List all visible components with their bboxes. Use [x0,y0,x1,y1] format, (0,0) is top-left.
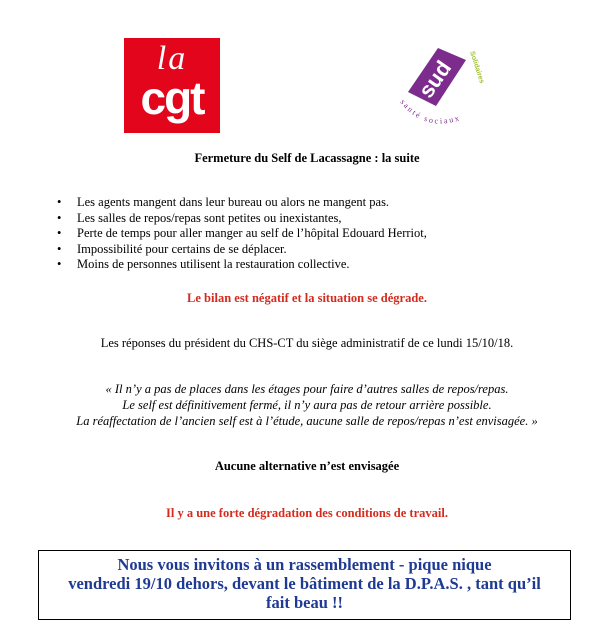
invitation-line: fait beau !! [266,593,343,612]
list-item [57,211,427,227]
bullet-marker: • [57,210,62,225]
sud-logo-graphic [388,40,488,135]
bullet-marker: • [57,257,62,271]
bullet-marker: • [57,226,62,240]
cgt-logo [124,38,220,133]
list-item-text: Perte de temps pour aller manger au self de l’hôpital Edouard Herriot, [77,226,427,240]
sud-logo-main-text: sud [413,55,457,103]
list-item-text: Les agents mangent dans leur bureau ou alors ne mangent pas. [77,195,390,209]
cgt-logo-main-text: cgt [140,72,204,124]
list-item-text: Impossibilité pour certains de se déplacer. [77,241,287,256]
list-item [57,257,427,273]
list-item [57,242,427,258]
list-item-text: Moins de personnes utilisent la restauration collective. [77,257,350,271]
invitation-line: vendredi 19/10 dehors, devant le bâtiment de la D.P.A.S. , tant qu’il [68,574,541,593]
reponses-paragraph: Les réponses du président du CHS-CT du siège administratif de ce lundi 15/10/18. [100,336,514,350]
no-alternative-statement: Aucune alternative n’est envisagée [214,459,400,473]
list-item [57,226,427,242]
degradation-statement: Il y a une forte dégradation des conditions de travail. [166,506,448,520]
bullet-list [57,195,427,273]
invitation-line: Nous vous invitons à un rassemblement - pique nique [117,555,492,574]
sud-logo-arc-text: santé sociaux [398,97,462,126]
list-item-text: Les salles de repos/repas sont petites ou inexistantes, [77,210,342,225]
bilan-statement: Le bilan est négatif et la situation se dégrade. [187,291,427,305]
president-quote [0,381,614,429]
sud-logo [388,40,488,135]
list-item [57,195,427,211]
sud-logo-side-text: Solidaires [468,50,486,85]
quote-line: Le self est définitivement fermé, il n’y aura pas de retour arrière possible. [122,398,492,412]
quote-line: « Il n’y a pas de places dans les étages pour faire d’autres salles de repos/repas. [105,382,509,396]
quote-line: La réaffectation de l’ancien self est à l’étude, aucune salle de repos/repas n’est envisagée. » [76,414,538,428]
bullet-marker: • [57,195,62,209]
cgt-logo-la-text: la [156,40,188,77]
bullet-marker: • [57,241,62,256]
invitation-box [38,550,571,620]
document-title: Fermeture du Self de Lacassagne : la suite [194,151,420,165]
